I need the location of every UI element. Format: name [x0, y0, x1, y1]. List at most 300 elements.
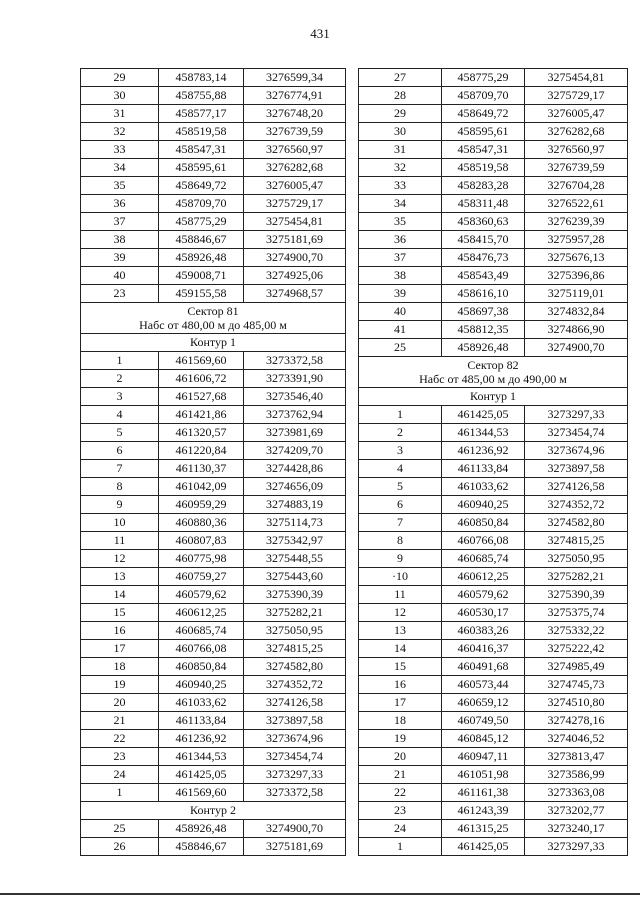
table-row [359, 213, 628, 231]
y-coordinate-cell: 3275396,86 [525, 267, 628, 285]
y-coordinate-cell: 3274510,80 [525, 694, 628, 712]
point-number-cell: 31 [81, 105, 159, 123]
contour-label: Контур 1 [81, 334, 346, 352]
x-coordinate-cell: 461133,84 [159, 712, 244, 730]
table-row [81, 640, 346, 658]
point-number-cell: 34 [81, 159, 159, 177]
point-number-cell: 23 [359, 802, 442, 820]
point-number-cell: 25 [359, 339, 442, 357]
x-coordinate-cell: 458547,31 [159, 141, 244, 159]
x-coordinate-cell: 460766,08 [442, 532, 525, 550]
x-coordinate-cell: 461051,98 [442, 766, 525, 784]
y-coordinate-cell: 3273297,33 [525, 838, 628, 856]
point-number-cell: 13 [359, 622, 442, 640]
table-row [359, 321, 628, 339]
x-coordinate-cell: 460940,25 [159, 676, 244, 694]
point-number-cell: 7 [81, 460, 159, 478]
x-coordinate-cell: 461220,84 [159, 442, 244, 460]
x-coordinate-cell: 458595,61 [442, 123, 525, 141]
table-row [81, 267, 346, 285]
x-coordinate-cell: 458709,70 [442, 87, 525, 105]
table-row [81, 784, 346, 802]
point-number-cell: 30 [81, 87, 159, 105]
y-coordinate-cell: 3274815,25 [525, 532, 628, 550]
left-coordinates-table [80, 68, 346, 856]
y-coordinate-cell: 3273454,74 [244, 748, 346, 766]
x-coordinate-cell: 460775,98 [159, 550, 244, 568]
point-number-cell: 17 [81, 640, 159, 658]
x-coordinate-cell: 458649,72 [442, 105, 525, 123]
point-number-cell: 21 [359, 766, 442, 784]
table-row [81, 370, 346, 388]
y-coordinate-cell: 3276599,34 [244, 69, 346, 87]
table-row [359, 496, 628, 514]
contour-label: Контур 1 [359, 388, 628, 406]
contour-header-row [81, 802, 346, 820]
point-number-cell: 37 [81, 213, 159, 231]
y-coordinate-cell: 3273372,58 [244, 784, 346, 802]
point-number-cell: 21 [81, 712, 159, 730]
point-number-cell: 19 [359, 730, 442, 748]
table-row [81, 622, 346, 640]
table-row [359, 766, 628, 784]
x-coordinate-cell: 461569,60 [159, 784, 244, 802]
point-number-cell: 6 [81, 442, 159, 460]
point-number-cell: 15 [81, 604, 159, 622]
x-coordinate-cell: 460845,12 [442, 730, 525, 748]
y-coordinate-cell: 3275222,42 [525, 640, 628, 658]
page-number: 431 [310, 26, 330, 41]
y-coordinate-cell: 3273674,96 [244, 730, 346, 748]
y-coordinate-cell: 3275443,60 [244, 568, 346, 586]
table-row [81, 159, 346, 177]
point-number-cell: 22 [359, 784, 442, 802]
y-coordinate-cell: 3275390,39 [244, 586, 346, 604]
table-row [81, 177, 346, 195]
y-coordinate-cell: 3276748,20 [244, 105, 346, 123]
point-number-cell: 30 [359, 123, 442, 141]
y-coordinate-cell: 3275181,69 [244, 838, 346, 856]
table-row [81, 69, 346, 87]
x-coordinate-cell: 460579,62 [159, 586, 244, 604]
x-coordinate-cell: 458595,61 [159, 159, 244, 177]
x-coordinate-cell: 460383,26 [442, 622, 525, 640]
table-row [359, 123, 628, 141]
y-coordinate-cell: 3274046,52 [525, 730, 628, 748]
table-row [359, 514, 628, 532]
point-number-cell: 1 [81, 784, 159, 802]
table-row [81, 195, 346, 213]
point-number-cell: 36 [81, 195, 159, 213]
sector-header [81, 303, 346, 334]
y-coordinate-cell: 3275119,01 [525, 285, 628, 303]
point-number-cell: 3 [81, 388, 159, 406]
table-row [359, 177, 628, 195]
table-row [359, 249, 628, 267]
x-coordinate-cell: 460491,68 [442, 658, 525, 676]
x-coordinate-cell: 460573,44 [442, 676, 525, 694]
point-number-cell: 12 [81, 550, 159, 568]
table-row [81, 514, 346, 532]
point-number-cell: 15 [359, 658, 442, 676]
point-number-cell: 40 [359, 303, 442, 321]
table-row [359, 820, 628, 838]
x-coordinate-cell: 458926,48 [159, 249, 244, 267]
table-row [359, 87, 628, 105]
table-row [359, 658, 628, 676]
point-number-cell: 24 [81, 766, 159, 784]
point-number-cell: 41 [359, 321, 442, 339]
x-coordinate-cell: 461425,05 [442, 406, 525, 424]
table-row [359, 784, 628, 802]
y-coordinate-cell: 3273297,33 [525, 406, 628, 424]
table-row [359, 712, 628, 730]
y-coordinate-cell: 3274656,09 [244, 478, 346, 496]
table-row [81, 676, 346, 694]
point-number-cell: 29 [81, 69, 159, 87]
point-number-cell: 14 [81, 586, 159, 604]
table-row [81, 424, 346, 442]
x-coordinate-cell: 458283,28 [442, 177, 525, 195]
y-coordinate-cell: 3273897,58 [525, 460, 628, 478]
y-coordinate-cell: 3276522,61 [525, 195, 628, 213]
right-coordinates-table [358, 68, 628, 856]
sector-header-row [359, 357, 628, 388]
y-coordinate-cell: 3276282,68 [525, 123, 628, 141]
x-coordinate-cell: 458519,58 [159, 123, 244, 141]
x-coordinate-cell: 461344,53 [159, 748, 244, 766]
y-coordinate-cell: 3274866,90 [525, 321, 628, 339]
table-row [81, 712, 346, 730]
table-row [81, 568, 346, 586]
table-row [359, 460, 628, 478]
x-coordinate-cell: 458846,67 [159, 231, 244, 249]
table-row [81, 532, 346, 550]
table-row [81, 766, 346, 784]
x-coordinate-cell: 460612,25 [442, 568, 525, 586]
x-coordinate-cell: 458926,48 [442, 339, 525, 357]
y-coordinate-cell: 3275342,97 [244, 532, 346, 550]
x-coordinate-cell: 460850,84 [159, 658, 244, 676]
y-coordinate-cell: 3275957,28 [525, 231, 628, 249]
x-coordinate-cell: 458547,31 [442, 141, 525, 159]
table-row [359, 568, 628, 586]
point-number-cell: 4 [359, 460, 442, 478]
y-coordinate-cell: 3275454,81 [244, 213, 346, 231]
point-number-cell: 33 [81, 141, 159, 159]
table-row [81, 406, 346, 424]
point-number-cell: 19 [81, 676, 159, 694]
y-coordinate-cell: 3274352,72 [525, 496, 628, 514]
y-coordinate-cell: 3275282,21 [525, 568, 628, 586]
y-coordinate-cell: 3274832,84 [525, 303, 628, 321]
y-coordinate-cell: 3273202,77 [525, 802, 628, 820]
point-number-cell: 37 [359, 249, 442, 267]
y-coordinate-cell: 3273897,58 [244, 712, 346, 730]
sector-title: Сектор 81 [187, 304, 239, 318]
y-coordinate-cell: 3276739,59 [244, 123, 346, 141]
x-coordinate-cell: 460685,74 [442, 550, 525, 568]
y-coordinate-cell: 3274968,57 [244, 285, 346, 303]
point-number-cell: 32 [81, 123, 159, 141]
point-number-cell: ·10 [359, 568, 442, 586]
y-coordinate-cell: 3275181,69 [244, 231, 346, 249]
x-coordinate-cell: 458311,48 [442, 195, 525, 213]
table-row [81, 352, 346, 370]
table-row [81, 285, 346, 303]
table-row [81, 658, 346, 676]
x-coordinate-cell: 460759,27 [159, 568, 244, 586]
x-coordinate-cell: 461527,68 [159, 388, 244, 406]
table-row [81, 442, 346, 460]
table-row [359, 748, 628, 766]
x-coordinate-cell: 458697,38 [442, 303, 525, 321]
point-number-cell: 26 [81, 838, 159, 856]
x-coordinate-cell: 461421,86 [159, 406, 244, 424]
y-coordinate-cell: 3275050,95 [244, 622, 346, 640]
x-coordinate-cell: 458415,70 [442, 231, 525, 249]
x-coordinate-cell: 458926,48 [159, 820, 244, 838]
table-row [81, 105, 346, 123]
point-number-cell: 32 [359, 159, 442, 177]
y-coordinate-cell: 3275050,95 [525, 550, 628, 568]
table-row [81, 586, 346, 604]
sector-header-row [81, 303, 346, 334]
y-coordinate-cell: 3274126,58 [525, 478, 628, 496]
table-row [359, 838, 628, 856]
point-number-cell: 23 [81, 285, 159, 303]
point-number-cell: 38 [81, 231, 159, 249]
table-row [81, 460, 346, 478]
x-coordinate-cell: 461344,53 [442, 424, 525, 442]
point-number-cell: 22 [81, 730, 159, 748]
table-row [359, 69, 628, 87]
x-coordinate-cell: 458846,67 [159, 838, 244, 856]
contour-header-row [359, 388, 628, 406]
y-coordinate-cell: 3275729,17 [244, 195, 346, 213]
y-coordinate-cell: 3273586,99 [525, 766, 628, 784]
point-number-cell: 12 [359, 604, 442, 622]
table-row [359, 406, 628, 424]
point-number-cell: 5 [81, 424, 159, 442]
table-row [359, 550, 628, 568]
x-coordinate-cell: 461425,05 [159, 766, 244, 784]
y-coordinate-cell: 3276560,97 [525, 141, 628, 159]
table-row [359, 159, 628, 177]
table-row [359, 195, 628, 213]
y-coordinate-cell: 3274582,80 [244, 658, 346, 676]
y-coordinate-cell: 3275390,39 [525, 586, 628, 604]
point-number-cell: 10 [81, 514, 159, 532]
table-row [359, 285, 628, 303]
x-coordinate-cell: 458360,63 [442, 213, 525, 231]
point-number-cell: 31 [359, 141, 442, 159]
x-coordinate-cell: 460947,11 [442, 748, 525, 766]
table-row [359, 303, 628, 321]
y-coordinate-cell: 3274925,06 [244, 267, 346, 285]
x-coordinate-cell: 458709,70 [159, 195, 244, 213]
point-number-cell: 27 [359, 69, 442, 87]
y-coordinate-cell: 3274985,49 [525, 658, 628, 676]
table-row [81, 730, 346, 748]
y-coordinate-cell: 3274900,70 [525, 339, 628, 357]
y-coordinate-cell: 3274352,72 [244, 676, 346, 694]
point-number-cell: 20 [359, 748, 442, 766]
x-coordinate-cell: 461133,84 [442, 460, 525, 478]
point-number-cell: 40 [81, 267, 159, 285]
point-number-cell: 8 [81, 478, 159, 496]
table-row [359, 622, 628, 640]
point-number-cell: 13 [81, 568, 159, 586]
y-coordinate-cell: 3275332,22 [525, 622, 628, 640]
y-coordinate-cell: 3276739,59 [525, 159, 628, 177]
table-row [359, 141, 628, 159]
table-row [359, 478, 628, 496]
point-number-cell: 39 [81, 249, 159, 267]
y-coordinate-cell: 3274900,70 [244, 249, 346, 267]
point-number-cell: 1 [81, 352, 159, 370]
contour-header-row [81, 334, 346, 352]
point-number-cell: 17 [359, 694, 442, 712]
bottom-rule [0, 893, 640, 895]
y-coordinate-cell: 3275114,73 [244, 514, 346, 532]
x-coordinate-cell: 459155,58 [159, 285, 244, 303]
y-coordinate-cell: 3273240,17 [525, 820, 628, 838]
y-coordinate-cell: 3273813,47 [525, 748, 628, 766]
table-row [359, 676, 628, 694]
point-number-cell: 24 [359, 820, 442, 838]
x-coordinate-cell: 458649,72 [159, 177, 244, 195]
x-coordinate-cell: 461425,05 [442, 838, 525, 856]
x-coordinate-cell: 458577,17 [159, 105, 244, 123]
y-coordinate-cell: 3276282,68 [244, 159, 346, 177]
point-number-cell: 2 [359, 424, 442, 442]
table-row [81, 388, 346, 406]
x-coordinate-cell: 460807,83 [159, 532, 244, 550]
y-coordinate-cell: 3273674,96 [525, 442, 628, 460]
x-coordinate-cell: 458775,29 [442, 69, 525, 87]
y-coordinate-cell: 3274900,70 [244, 820, 346, 838]
x-coordinate-cell: 460579,62 [442, 586, 525, 604]
x-coordinate-cell: 458775,29 [159, 213, 244, 231]
table-row [359, 532, 628, 550]
point-number-cell: 25 [81, 820, 159, 838]
x-coordinate-cell: 460880,36 [159, 514, 244, 532]
x-coordinate-cell: 458519,58 [442, 159, 525, 177]
sector-height-range: Набс от 480,00 м до 485,00 м [139, 318, 287, 332]
table-row [81, 604, 346, 622]
table-row [81, 820, 346, 838]
point-number-cell: 4 [81, 406, 159, 424]
y-coordinate-cell: 3273762,94 [244, 406, 346, 424]
x-coordinate-cell: 458616,10 [442, 285, 525, 303]
x-coordinate-cell: 458812,35 [442, 321, 525, 339]
y-coordinate-cell: 3275448,55 [244, 550, 346, 568]
x-coordinate-cell: 460766,08 [159, 640, 244, 658]
y-coordinate-cell: 3274126,58 [244, 694, 346, 712]
table-row [81, 838, 346, 856]
y-coordinate-cell: 3276005,47 [525, 105, 628, 123]
x-coordinate-cell: 461033,62 [159, 694, 244, 712]
y-coordinate-cell: 3276239,39 [525, 213, 628, 231]
table-row [81, 123, 346, 141]
point-number-cell: 1 [359, 838, 442, 856]
x-coordinate-cell: 461130,37 [159, 460, 244, 478]
table-row [81, 496, 346, 514]
point-number-cell: 39 [359, 285, 442, 303]
point-number-cell: 5 [359, 478, 442, 496]
table-row [359, 339, 628, 357]
table-row [359, 442, 628, 460]
table-row [81, 141, 346, 159]
table-row [81, 231, 346, 249]
point-number-cell: 1 [359, 406, 442, 424]
x-coordinate-cell: 461243,39 [442, 802, 525, 820]
y-coordinate-cell: 3275375,74 [525, 604, 628, 622]
x-coordinate-cell: 458755,88 [159, 87, 244, 105]
point-number-cell: 20 [81, 694, 159, 712]
x-coordinate-cell: 460659,12 [442, 694, 525, 712]
point-number-cell: 18 [81, 658, 159, 676]
point-number-cell: 9 [359, 550, 442, 568]
table-row [359, 730, 628, 748]
y-coordinate-cell: 3273981,69 [244, 424, 346, 442]
point-number-cell: 2 [81, 370, 159, 388]
y-coordinate-cell: 3273297,33 [244, 766, 346, 784]
x-coordinate-cell: 460530,17 [442, 604, 525, 622]
table-row [359, 424, 628, 442]
x-coordinate-cell: 460612,25 [159, 604, 244, 622]
table-row [359, 586, 628, 604]
y-coordinate-cell: 3274278,16 [525, 712, 628, 730]
y-coordinate-cell: 3275454,81 [525, 69, 628, 87]
y-coordinate-cell: 3275676,13 [525, 249, 628, 267]
point-number-cell: 38 [359, 267, 442, 285]
x-coordinate-cell: 460959,29 [159, 496, 244, 514]
x-coordinate-cell: 460685,74 [159, 622, 244, 640]
table-row [359, 604, 628, 622]
point-number-cell: 9 [81, 496, 159, 514]
x-coordinate-cell: 461161,38 [442, 784, 525, 802]
x-coordinate-cell: 460850,84 [442, 514, 525, 532]
x-coordinate-cell: 458476,73 [442, 249, 525, 267]
x-coordinate-cell: 461042,09 [159, 478, 244, 496]
y-coordinate-cell: 3275729,17 [525, 87, 628, 105]
y-coordinate-cell: 3274745,73 [525, 676, 628, 694]
table-row [81, 213, 346, 231]
y-coordinate-cell: 3276704,28 [525, 177, 628, 195]
table-row [81, 478, 346, 496]
sector-title: Сектор 82 [467, 358, 519, 372]
table-row [81, 249, 346, 267]
point-number-cell: 11 [81, 532, 159, 550]
y-coordinate-cell: 3274209,70 [244, 442, 346, 460]
point-number-cell: 35 [359, 213, 442, 231]
contour-label: Контур 2 [81, 802, 346, 820]
table-row [359, 694, 628, 712]
y-coordinate-cell: 3274883,19 [244, 496, 346, 514]
table-row [81, 550, 346, 568]
y-coordinate-cell: 3274815,25 [244, 640, 346, 658]
x-coordinate-cell: 461315,25 [442, 820, 525, 838]
y-coordinate-cell: 3273372,58 [244, 352, 346, 370]
y-coordinate-cell: 3276560,97 [244, 141, 346, 159]
y-coordinate-cell: 3273363,08 [525, 784, 628, 802]
x-coordinate-cell: 458543,49 [442, 267, 525, 285]
x-coordinate-cell: 459008,71 [159, 267, 244, 285]
point-number-cell: 7 [359, 514, 442, 532]
x-coordinate-cell: 461033,62 [442, 478, 525, 496]
